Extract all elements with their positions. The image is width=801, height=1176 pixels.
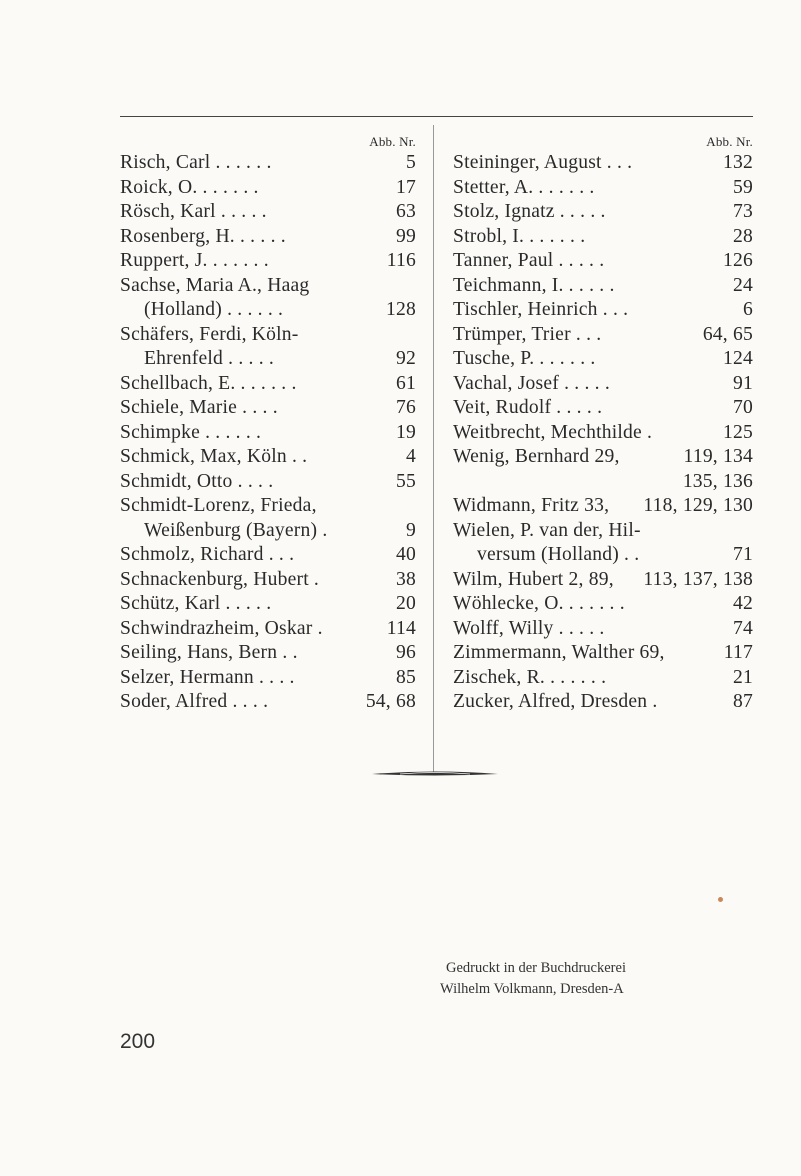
entry-figure-number: 59 bbox=[733, 176, 753, 198]
entry-name: Tusche, P. . . . . . . bbox=[453, 348, 596, 369]
entry-name: Trümper, Trier . . . bbox=[453, 323, 602, 345]
entry-figure-number: 9 bbox=[406, 519, 416, 541]
index-entry bbox=[120, 690, 416, 715]
entry-name: Schmidt-Lorenz, Frieda, bbox=[120, 495, 317, 516]
entry-figure-number: 117 bbox=[723, 642, 753, 663]
index-entry bbox=[453, 470, 753, 495]
entry-name: Teichmann, I. . . . . . bbox=[453, 274, 615, 296]
entry-name: Weißenburg (Bayern) . bbox=[144, 519, 328, 541]
index-entry bbox=[120, 225, 416, 250]
entry-name: Veit, Rudolf . . . . . bbox=[453, 397, 603, 418]
index-entry bbox=[120, 372, 416, 397]
entry-figure-number: 64, 65 bbox=[702, 323, 753, 345]
entry-name: Wielen, P. van der, Hil- bbox=[453, 519, 641, 541]
entry-figure-number: 55 bbox=[396, 470, 416, 492]
index-entry bbox=[453, 617, 753, 642]
entry-figure-number: 96 bbox=[396, 642, 416, 663]
index-entry bbox=[120, 543, 416, 568]
entry-name: Selzer, Hermann . . . . bbox=[120, 666, 295, 688]
entry-figure-number: 92 bbox=[396, 348, 416, 369]
entry-name: Schimpke . . . . . . bbox=[120, 421, 262, 443]
entry-name: Widmann, Fritz 33, bbox=[453, 495, 610, 516]
index-entry bbox=[453, 396, 753, 421]
entry-figure-number: 40 bbox=[396, 544, 416, 565]
entry-figure-number: 73 bbox=[733, 201, 753, 222]
entry-figure-number: 124 bbox=[723, 348, 753, 369]
index-entry bbox=[120, 396, 416, 421]
entry-figure-number: 42 bbox=[733, 593, 753, 614]
index-entry bbox=[453, 200, 753, 225]
printer-imprint bbox=[440, 958, 740, 1000]
index-entry bbox=[120, 519, 416, 544]
index-entry bbox=[453, 519, 753, 544]
entry-name: Wilm, Hubert 2, 89, bbox=[453, 568, 614, 590]
index-entry bbox=[453, 421, 753, 446]
index-entry bbox=[453, 298, 753, 323]
entry-name: versum (Holland) . . bbox=[477, 544, 640, 565]
entry-figure-number: 20 bbox=[396, 593, 416, 614]
index-entry bbox=[120, 641, 416, 666]
entry-name: Schmick, Max, Köln . . bbox=[120, 446, 308, 467]
entry-name: Steininger, August . . . bbox=[453, 152, 633, 173]
entry-name: Rösch, Karl . . . . . bbox=[120, 201, 267, 222]
entry-name: Zimmermann, Walther 69, bbox=[453, 642, 665, 663]
index-entry bbox=[120, 347, 416, 372]
entry-figure-number: 61 bbox=[396, 372, 416, 394]
index-entry bbox=[453, 274, 753, 299]
right-entry-list bbox=[453, 151, 753, 715]
entry-figure-number: 116 bbox=[386, 250, 416, 271]
entry-figure-number: 5 bbox=[406, 152, 416, 173]
entry-name: Schmidt, Otto . . . . bbox=[120, 470, 274, 492]
entry-name: Wolff, Willy . . . . . bbox=[453, 617, 605, 639]
entry-figure-number: 85 bbox=[396, 666, 416, 688]
index-entry bbox=[453, 372, 753, 397]
index-entry bbox=[120, 470, 416, 495]
index-entry bbox=[120, 494, 416, 519]
entry-figure-number: 91 bbox=[733, 372, 753, 394]
ornament-rule bbox=[370, 770, 500, 778]
index-entry bbox=[453, 641, 753, 666]
index-entry bbox=[120, 617, 416, 642]
entry-figure-number: 4 bbox=[406, 446, 416, 467]
entry-name: Schnackenburg, Hubert . bbox=[120, 568, 320, 590]
entry-figure-number: 113, 137, 138 bbox=[643, 568, 753, 590]
entry-name: Risch, Carl . . . . . . bbox=[120, 152, 272, 173]
index-entry bbox=[120, 298, 416, 323]
entry-figure-number: 28 bbox=[733, 225, 753, 247]
index-entry bbox=[453, 249, 753, 274]
index-entry bbox=[453, 176, 753, 201]
entry-name: Roick, O. . . . . . . bbox=[120, 176, 259, 198]
entry-name: Zischek, R. . . . . . . bbox=[453, 666, 607, 688]
entry-figure-number: 128 bbox=[386, 299, 416, 320]
entry-name: Tanner, Paul . . . . . bbox=[453, 250, 605, 271]
entry-name: Schiele, Marie . . . . bbox=[120, 397, 278, 418]
page-number: 200 bbox=[120, 1030, 156, 1053]
entry-figure-number: 74 bbox=[733, 617, 753, 639]
right-column-header: Abb. Nr. bbox=[706, 134, 753, 149]
entry-name: Schäfers, Ferdi, Köln- bbox=[120, 323, 299, 345]
entry-name: (Holland) . . . . . . bbox=[144, 299, 284, 320]
left-entry-list bbox=[120, 151, 416, 715]
entry-name: Zucker, Alfred, Dresden . bbox=[453, 691, 658, 712]
index-entry bbox=[453, 151, 753, 176]
entry-name: Ehrenfeld . . . . . bbox=[144, 348, 275, 369]
index-entry bbox=[120, 151, 416, 176]
entry-figure-number: 126 bbox=[723, 250, 753, 271]
left-column-header: Abb. Nr. bbox=[369, 134, 416, 149]
index-entry bbox=[453, 568, 753, 593]
index-entry bbox=[453, 225, 753, 250]
entry-name: Stetter, A. . . . . . . bbox=[453, 176, 595, 198]
index-entry bbox=[453, 690, 753, 715]
entry-name: Stolz, Ignatz . . . . . bbox=[453, 201, 606, 222]
entry-figure-number: 132 bbox=[723, 152, 753, 173]
entry-name: Tischler, Heinrich . . . bbox=[453, 299, 629, 320]
index-entry bbox=[120, 421, 416, 446]
entry-figure-number: 118, 129, 130 bbox=[643, 495, 753, 516]
entry-figure-number: 76 bbox=[396, 397, 416, 418]
entry-name: Schmolz, Richard . . . bbox=[120, 544, 295, 565]
index-entry bbox=[120, 592, 416, 617]
entry-figure-number: 19 bbox=[396, 421, 416, 443]
entry-name: Rosenberg, H. . . . . . bbox=[120, 225, 286, 247]
entry-figure-number: 87 bbox=[733, 691, 753, 712]
index-entry bbox=[120, 666, 416, 691]
entry-name: Schwindrazheim, Oskar . bbox=[120, 617, 323, 639]
index-entry bbox=[120, 200, 416, 225]
entry-name: Vachal, Josef . . . . . bbox=[453, 372, 610, 394]
index-entry bbox=[453, 592, 753, 617]
index-entry bbox=[453, 323, 753, 348]
entry-name: Soder, Alfred . . . . bbox=[120, 691, 269, 712]
entry-name: Weitbrecht, Mechthilde . bbox=[453, 421, 653, 443]
entry-name: Wöhlecke, O. . . . . . . bbox=[453, 593, 625, 614]
entry-figure-number: 70 bbox=[733, 397, 753, 418]
entry-figure-number: 71 bbox=[733, 544, 753, 565]
entry-figure-number: 135, 136 bbox=[682, 470, 753, 492]
entry-figure-number: 99 bbox=[396, 225, 416, 247]
index-entry bbox=[120, 323, 416, 348]
index-entry bbox=[453, 445, 753, 470]
index-entry bbox=[120, 445, 416, 470]
entry-name: Schütz, Karl . . . . . bbox=[120, 593, 272, 614]
index-entry bbox=[453, 666, 753, 691]
column-divider bbox=[433, 125, 434, 775]
entry-figure-number: 6 bbox=[743, 299, 753, 320]
entry-name: Strobl, I. . . . . . . bbox=[453, 225, 586, 247]
entry-name: Wenig, Bernhard 29, bbox=[453, 446, 620, 467]
entry-name: Sachse, Maria A., Haag bbox=[120, 274, 310, 296]
index-entry bbox=[453, 347, 753, 372]
entry-name: Schellbach, E. . . . . . . bbox=[120, 372, 297, 394]
index-entry bbox=[120, 249, 416, 274]
index-entry bbox=[120, 274, 416, 299]
entry-figure-number: 24 bbox=[733, 274, 753, 296]
entry-figure-number: 17 bbox=[396, 176, 416, 198]
entry-name: Seiling, Hans, Bern . . bbox=[120, 642, 298, 663]
left-column bbox=[120, 133, 416, 715]
index-entry bbox=[453, 494, 753, 519]
entry-figure-number: 63 bbox=[396, 201, 416, 222]
entry-figure-number: 125 bbox=[723, 421, 753, 443]
entry-figure-number: 21 bbox=[733, 666, 753, 688]
imprint-line-1: Gedruckt in der Buchdruckerei bbox=[446, 960, 626, 976]
right-column bbox=[453, 133, 753, 715]
entry-figure-number: 54, 68 bbox=[365, 691, 416, 712]
entry-figure-number: 38 bbox=[396, 568, 416, 590]
entry-name: Ruppert, J. . . . . . . bbox=[120, 250, 269, 271]
index-entry bbox=[453, 543, 753, 568]
top-rule bbox=[120, 116, 753, 117]
imprint-line-2: Wilhelm Volkmann, Dresden-A bbox=[440, 981, 624, 997]
entry-figure-number: 119, 134 bbox=[683, 446, 753, 467]
index-entry bbox=[120, 568, 416, 593]
index-entry bbox=[120, 176, 416, 201]
entry-figure-number: 114 bbox=[386, 617, 416, 639]
ink-dot bbox=[718, 897, 723, 902]
